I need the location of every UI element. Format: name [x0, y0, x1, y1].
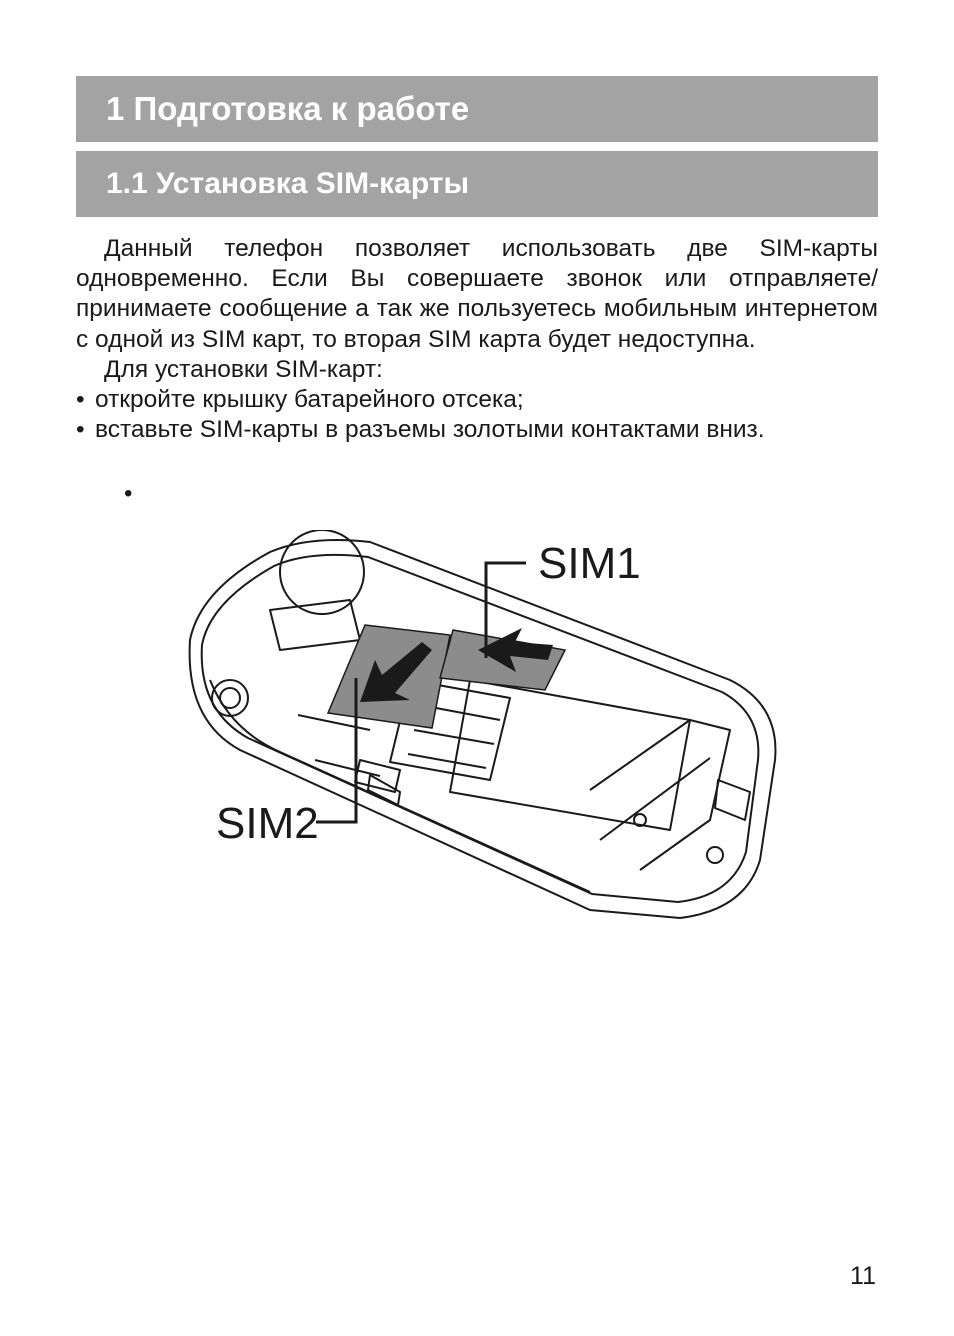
- chapter-heading: [76, 76, 878, 142]
- bullet-icon: •: [76, 416, 85, 444]
- step-text: вставьте SIM-карты в разъемы золотыми контактами вниз.: [95, 416, 765, 444]
- sim1-label: SIM1: [538, 539, 641, 588]
- step-text: откройте крышку батарейного отсека;: [95, 386, 524, 414]
- bullet-icon: •: [76, 386, 85, 414]
- page-number: 11: [850, 1262, 876, 1290]
- sim-install-illustration: [170, 530, 790, 930]
- section-title: 1.1 Установка SIM-карты: [106, 167, 470, 200]
- list-item: [76, 415, 878, 445]
- lead-paragraph: Для установки SIM-карт:: [104, 355, 383, 383]
- section-heading: [76, 151, 878, 217]
- body-text: [76, 234, 878, 445]
- sim2-label: SIM2: [216, 799, 319, 848]
- stray-bullet-icon: •: [124, 480, 133, 507]
- list-item: [76, 385, 878, 415]
- intro-paragraph: Данный телефон позволяет использовать две SIM-карты одновременно. Если Вы совершаете звонок или отправляете/ принимаете сообщение а так же пользуетесь мобильным интернетом с одной из SIM карт, то вторая SIM карта будет недоступна.: [76, 235, 878, 353]
- chapter-title: 1 Подготовка к работе: [106, 90, 470, 127]
